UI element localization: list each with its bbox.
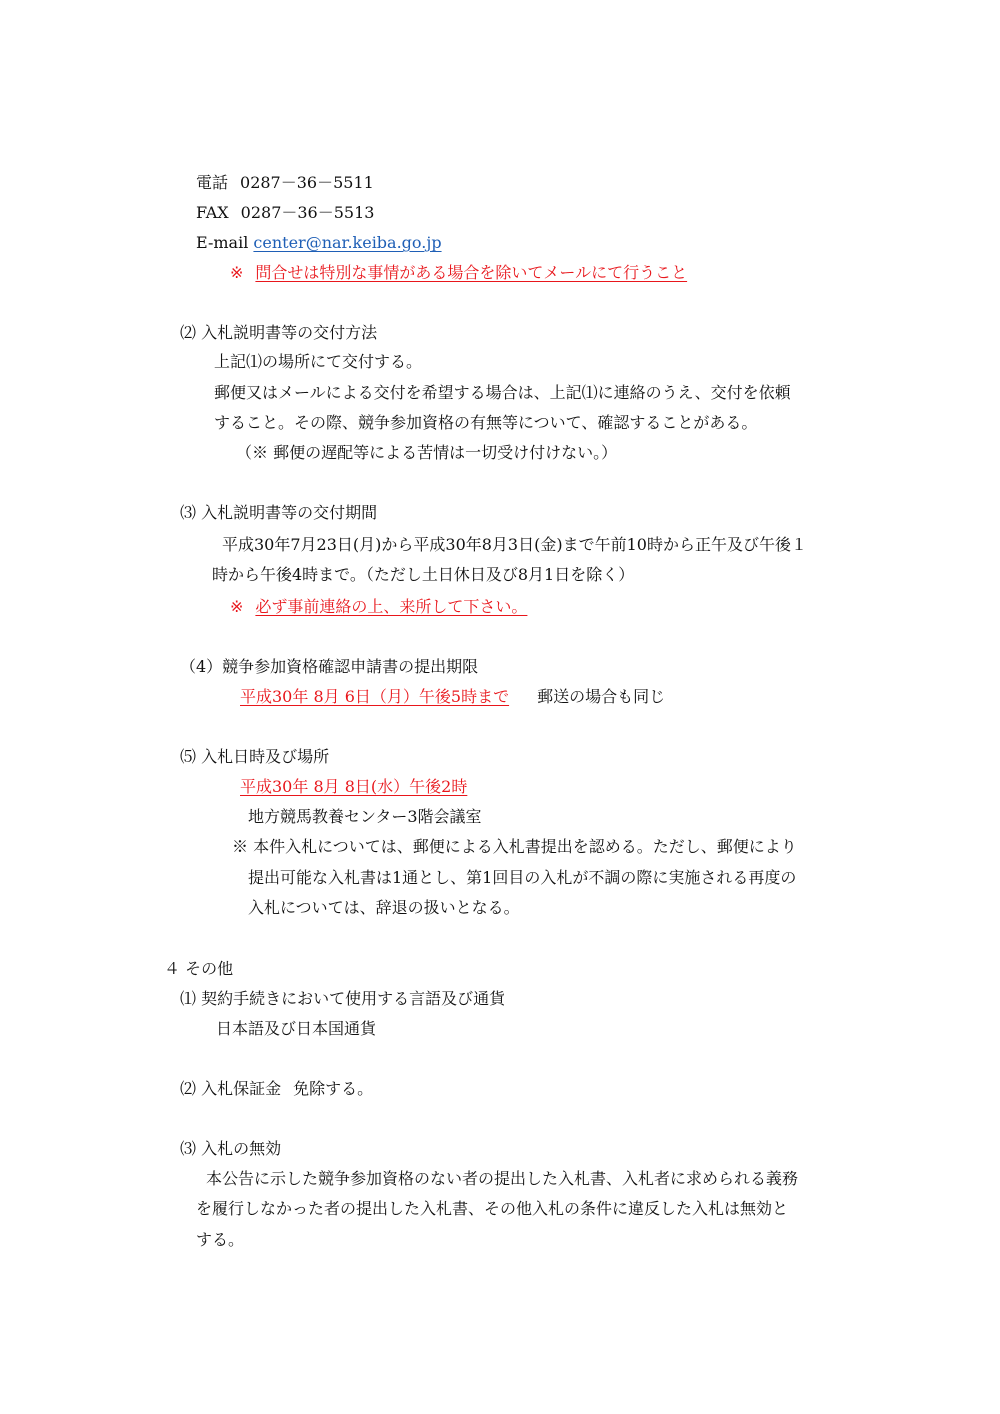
fax-label: FAX bbox=[196, 203, 229, 222]
other-i3-line3: する。 bbox=[196, 1230, 245, 1249]
s2-line1: 上記⑴の場所にて交付する。 bbox=[214, 352, 423, 371]
email-line bbox=[196, 232, 442, 254]
other-i3-line1: 本公告に示した競争参加資格のない者の提出した入札書、入札者に求められる義務 bbox=[206, 1169, 799, 1188]
s5-line1: ※ 本件入札については、郵便による入札書提出を認める。ただし、郵便により bbox=[232, 837, 797, 856]
s5-datetime-line bbox=[240, 776, 467, 798]
s3-line2: 時から午後4時まで。（ただし土日休日及び8月1日を除く） bbox=[212, 565, 635, 584]
email-label: E-mail bbox=[196, 233, 249, 252]
fax-line bbox=[196, 202, 374, 224]
s3-note-mark: ※ bbox=[230, 597, 244, 616]
s5-datetime: 平成30年 8月 8日(水）午後2時 bbox=[240, 777, 468, 796]
other-heading: ４ その他 bbox=[164, 959, 234, 978]
s3-note-text: 必ず事前連絡の上、来所して下さい。 bbox=[255, 597, 528, 616]
contact-note bbox=[230, 262, 687, 284]
tel-label: 電話 bbox=[196, 173, 229, 192]
other-i3-line2: を履行しなかった者の提出した入札書、その他入札の条件に違反した入札は無効と bbox=[196, 1199, 789, 1218]
s4-line bbox=[240, 686, 665, 708]
s4-remark: 郵送の場合も同じ bbox=[537, 687, 666, 706]
s4-heading: （4）競争参加資格確認申請書の提出期限 bbox=[180, 657, 479, 676]
s3-note bbox=[230, 596, 527, 618]
s5-line2: 提出可能な入札書は1通とし、第1回目の入札が不調の際に実施される再度の bbox=[248, 868, 797, 887]
s5-line3: 入札については、辞退の扱いとなる。 bbox=[248, 898, 520, 917]
s2-line4: （※ 郵便の遅配等による苦情は一切受け付けない。） bbox=[236, 443, 618, 462]
email-link[interactable]: center@nar.keiba.go.jp bbox=[253, 233, 442, 252]
s5-place: 地方競馬教養センター3階会議室 bbox=[248, 807, 482, 826]
tel-number: 0287－36－5511 bbox=[240, 173, 374, 192]
other-i2-value: 免除する。 bbox=[293, 1079, 374, 1098]
other-i3-heading: ⑶ 入札の無効 bbox=[180, 1139, 282, 1158]
other-i2-heading: ⑵ 入札保証金 bbox=[180, 1079, 282, 1098]
s2-line3: すること。その際、競争参加資格の有無等について、確認することがある。 bbox=[214, 413, 758, 432]
s5-heading: ⑸ 入札日時及び場所 bbox=[180, 747, 330, 766]
tel-line bbox=[196, 172, 374, 194]
s3-line1: 平成30年7月23日(月)から平成30年8月3日(金)まで午前10時から正午及び午後１ bbox=[222, 535, 807, 554]
s2-line2: 郵便又はメールによる交付を希望する場合は、上記⑴に連絡のうえ、交付を依頼 bbox=[214, 383, 791, 402]
contact-note-text: 問合せは特別な事情がある場合を除いてメールにて行うこと bbox=[255, 263, 688, 282]
other-i2-line bbox=[180, 1078, 373, 1100]
fax-number: 0287－36－5513 bbox=[240, 203, 375, 222]
s4-deadline: 平成30年 8月 6日（月）午後5時まで bbox=[240, 687, 510, 706]
contact-note-mark: ※ bbox=[230, 263, 244, 282]
other-i1-body: 日本語及び日本国通貨 bbox=[216, 1019, 377, 1038]
s3-heading: ⑶ 入札説明書等の交付期間 bbox=[180, 503, 378, 522]
s2-heading: ⑵ 入札説明書等の交付方法 bbox=[180, 323, 378, 342]
other-i1-heading: ⑴ 契約手続きにおいて使用する言語及び通貨 bbox=[180, 989, 506, 1008]
